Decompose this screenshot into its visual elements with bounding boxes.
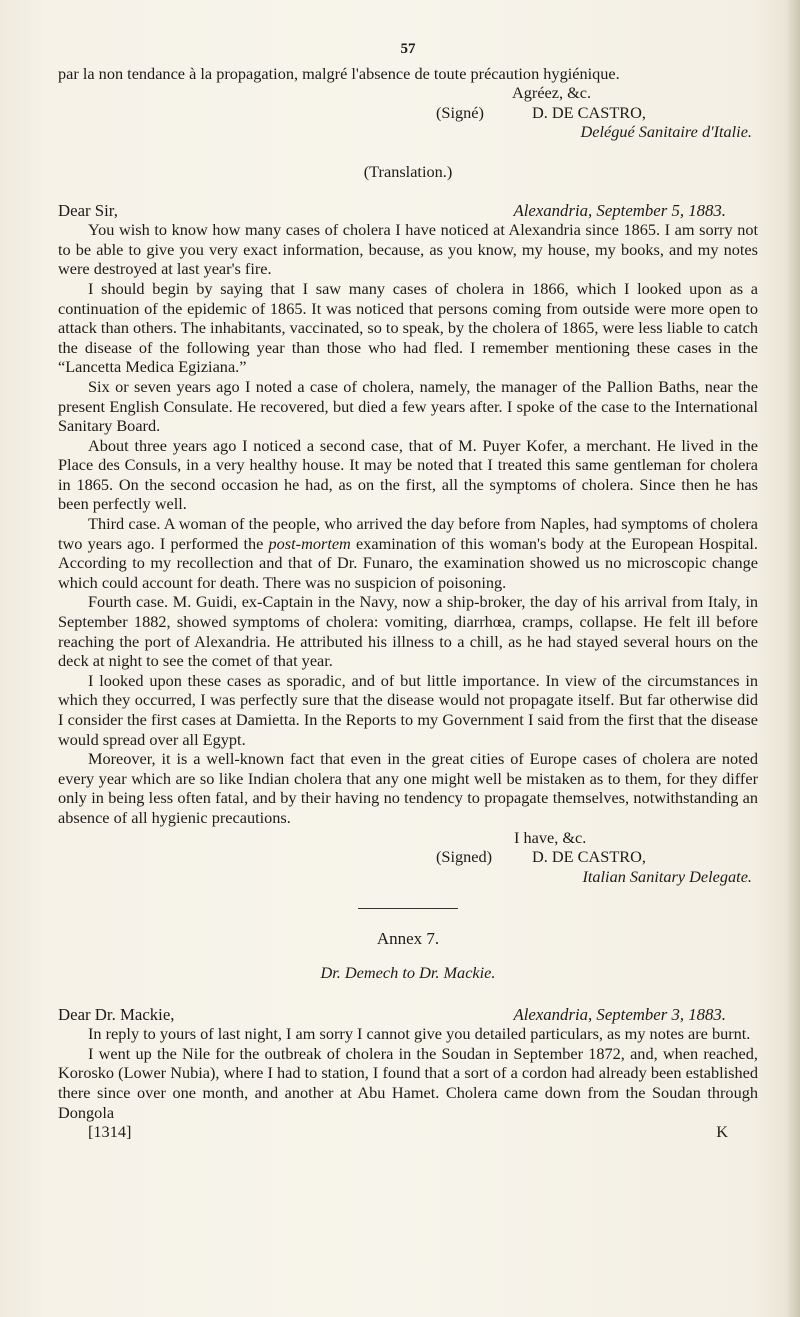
letter1-paragraph-third-case: Third case. A woman of the people, who arrived the day before from Naples, had symptoms of cholera two years ago. I performed the post-mortem examination of this woman's body at the European Hospital. According to my recollection and that of Dr. Funaro, the examination showed us no microscopic change which could account for death. There was no suspicion of poisoning. [58, 514, 758, 592]
page-footer [58, 1122, 758, 1142]
annex-salutation: Dear Dr. Mackie, [58, 1004, 175, 1024]
translation-heading: (Translation.) [363, 161, 453, 181]
annex-paragraph: I went up the Nile for the outbreak of cholera in the Soudan in September 1872, and, when reached, Korosko (Lower Nubia), where I had to station, I found that a sort of a cordon had already been established there since over one month, and another at Abu Hamet. Cholera came down from the Soudan through Dongola [58, 1043, 758, 1122]
annex-heading: Annex 7. [376, 929, 440, 949]
french-signature-block [436, 83, 758, 142]
letter1-paragraph: Fourth case. M. Guidi, ex-Captain in the Navy, now a ship-broker, the day of his arrival from Italy, in September 1882, showed symptoms of cholera: vomiting, diarrhœa, cramps, collapse. He felt ill before reaching the port of Alexandria. He attributed his illness to a chill, as he had stayed several hours on the deck at night to see the comet of that year. [58, 592, 758, 671]
letter1-salutation: Dear Sir, [58, 200, 118, 220]
annex-dateline: Alexandria, September 3, 1883. [513, 1004, 726, 1024]
annex-paragraph: In reply to yours of last night, I am sorry I cannot give you detailed particulars, as my notes are burnt. [88, 1024, 751, 1044]
letter1-paragraph: Six or seven years ago I noted a case of cholera, namely, the manager of the Pallion Baths, near the present English Consulate. He recovered, but died a few years after. I spoke of the case to the International Sanitary Board. [58, 376, 758, 436]
section-divider [358, 908, 458, 909]
letter1-signature-block [436, 828, 758, 887]
letter1-paragraph: I should begin by saying that I saw many cases of cholera in 1866, which I looked upon as a continuation of the epidemic of 1865. It was noticed that persons coming from outside were more open to attack than others. The inhabitants, vaccinated, so to speak, by the cholera of 1865, were less liable to catch the disease of the following year than those who had fled. I remember mentioning these cases in the “Lancetta Medica Egiziana.” [58, 278, 759, 377]
document-body [58, 40, 758, 1142]
french-signer-title: Delégué Sanitaire d'Italie. [580, 122, 752, 142]
letter1-paragraph: I looked upon these cases as sporadic, and of but little importance. In view of the circumstances in which they occurred, I was perfectly sure that the disease would not propagate itself. But far otherwise did I consider the first cases at Damietta. In the Reports to my Government I said from the first that the disease would spread over all Egypt. [58, 670, 758, 749]
french-close: Agréez, &c. [512, 83, 592, 103]
letter1-signed-label: (Signed) [436, 847, 493, 867]
french-signed-label: (Signé) [436, 102, 484, 122]
letter1-signer: D. DE CASTRO, [532, 847, 646, 867]
annex-subheading: Dr. Demech to Dr. Mackie. [320, 962, 496, 982]
french-tail-text: par la non tendance à la propagation, malgré l'absence de toute précaution hygiénique. [58, 63, 620, 83]
letter1-paragraph: Moreover, it is a well-known fact that even in the great cities of Europe cases of cholera are noted every year which are so like Indian cholera that any one might well be mistaken as to them, for they differ only in being less often fatal, and by their having no tendency to propagate themselves, notwithstanding an absence of all hygienic precautions. [58, 749, 758, 827]
footer-print-code: [1314] [88, 1122, 132, 1142]
letter1-dateline: Alexandria, September 5, 1883. [513, 200, 726, 220]
letter1-paragraph: About three years ago I noticed a second case, that of M. Puyer Kofer, a merchant. He lived in the Place des Consuls, in a very healthy house. It may be noted that I treated this same gentleman for cholera in 1865. On the second occasion he had, as on the first, all the symptoms of cholera. Since then he has been perfectly well. [58, 435, 758, 514]
letter1-close: I have, &c. [514, 827, 587, 847]
letter1-paragraph: You wish to know how many cases of cholera I have noticed at Alexandria since 1865. I am sorry not to be able to give you very exact information, because, as you know, my house, my books, and my notes were destroyed at last year's fire. [58, 220, 758, 279]
post-mortem-italic: post-mortem [268, 533, 351, 553]
page-edge-shadow [786, 0, 800, 1317]
french-signer: D. DE CASTRO, [532, 102, 646, 122]
footer-signature-mark: K [716, 1122, 728, 1142]
annex-letter-header [58, 1005, 758, 1025]
letter1-signer-title: Italian Sanitary Delegate. [582, 866, 752, 886]
letter1-header [58, 201, 758, 221]
page-number: 57 [400, 41, 416, 57]
